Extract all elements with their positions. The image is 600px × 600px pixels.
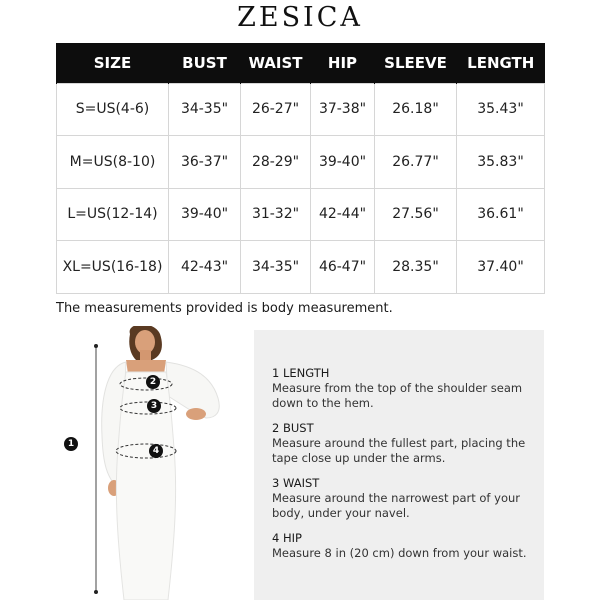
length-cell: 36.61" [457,188,545,241]
guide-item-hip [272,531,537,561]
size-chart-table [56,43,545,294]
bust-cell: 42-43" [169,241,241,294]
length-cell: 35.83" [457,136,545,189]
hip-cell: 42-44" [311,188,375,241]
waist-cell: 28-29" [241,136,311,189]
waist-cell: 31-32" [241,188,311,241]
guide-item-length [272,366,537,411]
size-cell: M=US(8-10) [57,136,169,189]
guide-desc: Measure around the fullest part, placing the tape close up under the arms. [272,436,526,465]
sleeve-cell: 26.77" [375,136,457,189]
length-cell: 35.43" [457,83,545,136]
marker-hip: 4 [149,444,163,458]
sleeve-cell: 26.18" [375,83,457,136]
column-header-bust: BUST [169,43,241,83]
hip-cell: 46-47" [311,241,375,294]
column-header-length: LENGTH [457,43,545,83]
guide-desc: Measure 8 in (20 cm) down from your waist. [272,546,527,560]
length-cell: 37.40" [457,241,545,294]
marker-waist: 3 [147,399,161,413]
sleeve-cell: 27.56" [375,188,457,241]
column-header-sleeve: SLEEVE [375,43,457,83]
column-header-size: SIZE [57,43,169,83]
measurement-note: The measurements provided is body measurement. [56,301,393,316]
guide-item-bust [272,421,537,466]
size-cell: XL=US(16-18) [57,241,169,294]
column-header-hip: HIP [311,43,375,83]
size-cell: L=US(12-14) [57,188,169,241]
guide-title: 2 BUST [272,421,314,435]
table-row [57,188,545,241]
guide-title: 1 LENGTH [272,366,330,380]
size-cell: S=US(4-6) [57,83,169,136]
guide-title: 4 HIP [272,531,302,545]
hip-cell: 39-40" [311,136,375,189]
table-row [57,241,545,294]
guide-desc: Measure around the narrowest part of your body, under your navel. [272,491,520,520]
column-header-waist: WAIST [241,43,311,83]
model-measurement-diagram [56,326,256,600]
bust-cell: 39-40" [169,188,241,241]
measurement-guide-panel [254,330,544,600]
sleeve-cell: 28.35" [375,241,457,294]
guide-title: 3 WAIST [272,476,320,490]
hip-cell: 37-38" [311,83,375,136]
marker-bust: 2 [146,375,160,389]
table-header-row [57,43,545,83]
table-row [57,83,545,136]
guide-item-waist [272,476,537,521]
waist-cell: 26-27" [241,83,311,136]
guide-desc: Measure from the top of the shoulder seam down to the hem. [272,381,523,410]
bust-cell: 34-35" [169,83,241,136]
model-illustration [56,326,256,600]
marker-length: 1 [64,437,78,451]
table-row [57,136,545,189]
bust-cell: 36-37" [169,136,241,189]
brand-logo: ZESICA [237,2,363,33]
waist-cell: 34-35" [241,241,311,294]
